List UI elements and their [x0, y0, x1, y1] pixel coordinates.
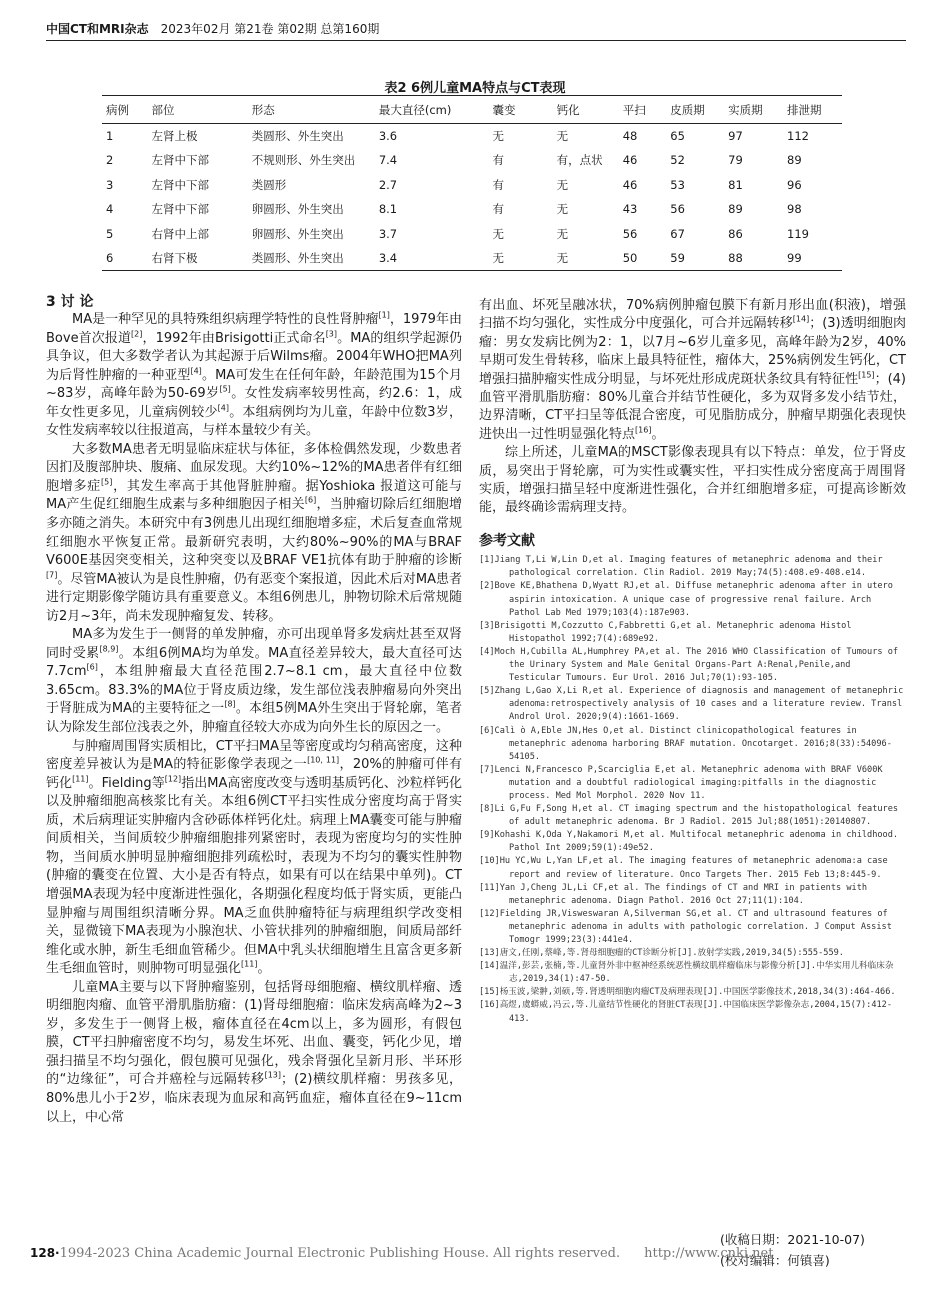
table-cell: 右肾中上部 [151, 226, 209, 241]
text-run: ；(2)横纹肌样瘤：男孩多见，80%患儿小于2岁，临床表现为血尿和高钙血症，瘤体直径在9~11cm以上，中心常 [46, 1072, 462, 1125]
table-cell: 卵圆形、外生突出 [251, 202, 344, 217]
table-cell: 有，点状 [556, 153, 603, 168]
table-cell: 类圆形 [251, 177, 287, 192]
reference-item: [6]Calì ò A,Eble JN,Hes O,et al. Distinct clinicopathological features in metanephric adenoma harboring BRAF mutation. Oncotarget. 2016;8(33):54096-54105. [479, 725, 892, 762]
table-cell: 50 [619, 246, 667, 271]
text-run: 。本组5例MA外生突出于肾轮廓，笔者认为除发生部位浅表之外，肿瘤直径较大亦成为向外生长的原因之一。 [46, 701, 462, 736]
page-number: 128· [30, 1246, 60, 1260]
table-cell: 类圆形、外生突出 [251, 129, 344, 143]
citation-sup: [5] [219, 384, 231, 394]
table-cell: 无 [556, 226, 569, 241]
text-run: 。尽管MA被认为是良性肿瘤，仍有恶变个案报道，因此术后对MA患者进行定期影像学随访具有重要意义。本组6例患儿，肿物切除术后常规随访2月~3年，尚未发现肿瘤复发、转移。 [46, 571, 462, 624]
table-cell: 3.7 [378, 226, 398, 241]
table-cell: 无 [556, 202, 569, 217]
table-cell: 2 [106, 153, 114, 168]
citation-sup: [4] [190, 366, 202, 376]
citation-sup: [12] [164, 774, 182, 784]
table-cell: 5 [106, 226, 114, 241]
column-header: 实质期 [724, 96, 783, 124]
table-cell: 有 [492, 202, 504, 217]
reference-item: [15]杨玉波,梁翀,刘硕,等.肾透明细胞肉瘤CT及病理表现[J].中国医学影像技术,2018,34(3):464-466. [479, 987, 896, 998]
table-cell: 类圆形、外生突出 [248, 246, 375, 271]
ma-ct-table [102, 95, 842, 271]
reference-item: [14]温洋,彭芸,张楠,等.儿童肾外非中枢神经系统恶性横纹肌样瘤临床与影像分析[J].中华实用儿科临床杂志,2019,34(1):47-50. [479, 961, 894, 985]
table-cell: 左肾中下部 [151, 177, 209, 192]
citation-sup: [1] [378, 310, 390, 320]
reference-item: [11]Yan J,Cheng JL,Li CF,et al. The findings of CT and MRI in patients with metanephric adenoma. Diagn Pathol. 2016 Oct 27;11(1):104. [479, 882, 868, 906]
reference-item: [7]Lenci N,Francesco P,Scarciglia E,et al. Metanephric adenoma with BRAF V600K mutation and a doubtful radiological imaging:pitfalls in the diagnostic process. Med Mol Morphol. 2020 Nov 11. [479, 764, 883, 801]
table-title: 表2 6例儿童MA特点与CT表现 [384, 81, 566, 96]
paragraph-5 [46, 979, 462, 1127]
text-run: 。本组病例均为儿童，年龄中位数3岁，女性发病率较以往报道高，与样本量较少有关。 [46, 404, 462, 439]
text-run: ，当肿瘤切除后红细胞增多亦随之消失。本研究中有3例患儿出现红细胞增多症，术后复查血常规红细胞水平恢复正常。最新研究表明，大约80%~90%的MA与BRAF V600E基因突变相关，这种突变以及BRAF VE1抗体有助于肿瘤的诊断 [46, 497, 462, 569]
reference-item: [3]Brisigotti M,Cozzutto C,Fabbretti G,et al. Metanephric adenoma Histol Histopathol 1992;7(4):689e92. [479, 620, 852, 644]
column-header: 部位 [147, 96, 247, 124]
table-cell: 8.1 [378, 202, 398, 217]
table-cell: 59 [666, 246, 724, 271]
paragraph-4 [46, 738, 462, 979]
table-cell: 有 [492, 153, 504, 168]
column-header: 最大直径(cm) [375, 96, 489, 124]
text-run: ，1979年由Bove首次报道 [46, 312, 462, 346]
table-cell: 67 [670, 226, 685, 241]
text-run: 。 [651, 426, 665, 442]
text-run: 。本组6例MA均为单发。MA直径差异较大，最大直径可达7.7cm [46, 645, 462, 680]
table-cell: 无 [492, 226, 504, 241]
table-header-row [102, 96, 842, 124]
citation-sup: [4] [217, 403, 230, 413]
table-row [102, 222, 842, 247]
column-header: 平扫 [619, 96, 667, 124]
table-cell: 有 [492, 177, 504, 192]
reference-item: [2]Bove KE,Bhathena D,Wyatt RJ,et al. Diffuse metanephric adenoma after in utero aspirin intoxication. A unique case of progressive renal failure. Arch Pathol Lab Med 1979;103(4):187e903. [479, 581, 893, 618]
column-header: 钙化 [553, 96, 619, 124]
text-run: 。MA的组织学起源仍具争议，但大多数学者认为其起源于后Wilms瘤。2004年WHO把MA列为后肾性肿瘤的一种亚型 [46, 330, 462, 383]
column-header: 排泄期 [783, 96, 842, 124]
text-run: 有出血、坏死呈融冰状，70%病例肿瘤包膜下有新月形出血(积液)，增强扫描不均匀强化，实性成分中度强化，可合并远隔转移 [479, 298, 906, 332]
right-column [479, 297, 906, 1026]
references-title: 参考文献 [479, 532, 535, 549]
table-cell: 98 [787, 202, 802, 217]
table-row [102, 197, 842, 222]
column-header: 囊变 [489, 96, 553, 124]
text-run: 。 [257, 961, 271, 977]
table-cell: 7.4 [378, 153, 398, 168]
reference-item: [8]Li G,Fu F,Song H,et al. CT imaging spectrum and the histopathological features of adult metanephric adenoma. Br J Radiol. 2015 Jul;88(1051):20140807. [479, 804, 899, 828]
citation-sup: [13] [264, 1071, 282, 1081]
table-cell: 不规则形、外生突出 [251, 153, 356, 168]
reference-list [479, 554, 906, 1025]
table-row [102, 124, 842, 149]
table-cell: 无 [489, 246, 553, 271]
citation-sup: [3] [325, 329, 338, 339]
table-cell: 右肾下极 [147, 246, 247, 271]
reference-item: [1]Jiang T,Li W,Lin D,et al. Imaging features of metanephric adenoma and their pathological correlation. Clin Radiol. 2019 May;74(5):408.e9-408.e14. [479, 555, 883, 579]
table-cell: 89 [728, 202, 743, 217]
text-run: MA是一种罕见的具特殊组织病理学特性的良性肾肿瘤 [72, 312, 379, 327]
table-cell: 79 [728, 153, 743, 168]
table-cell: 89 [787, 153, 802, 168]
table-cell: 左肾上极 [151, 129, 198, 143]
table-cell: 2.7 [378, 177, 398, 192]
table-cell: 48 [622, 129, 638, 143]
text-run: 。Fielding等 [88, 775, 165, 791]
citation-sup: [8,9] [99, 644, 119, 654]
text-run: 。女性发病率较男性高，约2.6：1，成年女性更多见，儿童病例较少 [46, 386, 462, 420]
issue-info: 2023年02月 第21卷 第02期 总第160期 [160, 22, 380, 36]
table-cell: 左肾中下部 [151, 202, 209, 217]
citation-sup: [16] [635, 425, 652, 435]
table-cell: 无 [556, 129, 569, 143]
table-cell: 43 [622, 202, 638, 217]
table-cell: 4 [106, 202, 114, 217]
text-run: ，20%的肿瘤可伴有钙化 [46, 757, 462, 791]
paragraph-7: 综上所述，儿童MA的MSCT影像表现具有以下特点：单发，位于肾皮质，易突出于肾轮廓，可为实性或囊实性，平扫实性成分密度高于周围肾实质，增强扫描呈轻中度渐进性强化，合并红细胞增多症，可提高诊断效能，最终确诊需病理支持。 [479, 445, 906, 516]
reference-item: [4]Moch H,Cubilla AL,Humphrey PA,et al. The 2016 WHO Classification of Tumours of the Urinary System and Male Genital Organs-Part A:Renal,Penile,and Testicular Tumours. Eur Urol. 2016 Jul;70(1):93-105. [479, 646, 899, 684]
table-cell: 86 [728, 226, 743, 241]
column-header: 病例 [102, 96, 147, 124]
citation-sup: [6] [86, 663, 98, 673]
table-body [102, 124, 842, 271]
citation-sup: [14] [792, 315, 810, 325]
text-run: 与肿瘤周围肾实质相比，CT平扫MA呈等密度或均匀稍高密度，这种密度差异被认为是MA的特征影像学表现之一 [46, 738, 462, 773]
table-cell: 无 [492, 129, 504, 143]
table-cell: 1 [106, 129, 114, 143]
section-title: 3 讨 论 [46, 294, 94, 310]
table-cell: 119 [787, 226, 809, 241]
text-run: 大多数MA患者无明显临床症状与体征，多体检偶然发现，少数患者因扪及腹部肿块、腹痛、血尿发现。大约10%~12%的MA患者伴有红细胞增多症 [46, 441, 462, 494]
text-run: ，本组肿瘤最大直径范围2.7~8.1 cm，最大直径中位数3.65cm。83.3%的MA位于肾皮质边缘，发生部位浅表肿瘤易向外突出于肾脏成为MA的主要特征之一 [46, 664, 462, 717]
table-cell: 56 [670, 202, 685, 217]
citation-sup: [2] [131, 329, 143, 339]
column-header: 形态 [248, 96, 375, 124]
citation-sup: [8] [224, 700, 236, 710]
citation-sup: [11] [241, 959, 258, 969]
page-footer [30, 1246, 773, 1261]
paragraph-3 [46, 626, 462, 737]
reference-item: [16]高煜,虞蟒威,冯云,等.儿童结节性硬化的肾脏CT表现[J].中国临床医学影像杂志,2004,15(7):412-413. [479, 1000, 893, 1024]
table-cell: 3.6 [378, 129, 398, 143]
table-cell: 56 [622, 226, 638, 241]
table-cell: 96 [787, 177, 802, 192]
table-cell: 52 [670, 153, 685, 168]
cnki-link[interactable]: http://www.cnki.net [644, 1246, 774, 1261]
journal-name: 中国CT和MRI杂志 [46, 22, 149, 36]
column-header: 皮质期 [666, 96, 724, 124]
table-cell: 112 [787, 129, 809, 143]
proof-editor: (校对编辑：何镇喜) [720, 1253, 830, 1268]
table-cell: 99 [783, 246, 842, 271]
table-cell: 46 [622, 177, 638, 192]
left-column [46, 293, 462, 1127]
table-cell: 46 [622, 153, 638, 168]
table-cell: 无 [556, 177, 569, 192]
citation-sup: [11] [72, 774, 89, 784]
table-cell: 88 [724, 246, 783, 271]
citation-sup: [5] [101, 477, 113, 487]
reference-item: [9]Kohashi K,Oda Y,Nakamori M,et al. Multifocal metanephric adenoma in childhood. Pathol Int 2009;59(1):49e52. [479, 830, 899, 854]
running-header [46, 20, 906, 38]
received-date: (收稿日期：2021-10-07) [720, 1232, 865, 1247]
text-run: 儿童MA主要与以下肾肿瘤鉴别，包括肾母细胞瘤、横纹肌样瘤、透明细胞肉瘤、血管平滑肌脂肪瘤：(1)肾母细胞瘤：临床发病高峰为2~3岁，多发生于一侧肾上极，瘤体直径在4cm以上，多为圆形，有假包膜，CT平扫肿瘤密度不均匀，易发生坏死、出血、囊变，钙化少见，增强扫描呈不均匀强化，假包膜可见强化，残余肾强化呈新月形、半环形的“边缘征”，可合并癌栓与远隔转移 [46, 979, 462, 1088]
table-row [102, 148, 842, 173]
text-run: ，其发生率高于其他肾脏肿瘤。据Yoshioka 报道这可能与MA产生促红细胞生成素与多种细胞因子相关 [46, 478, 462, 513]
table-cell: 53 [670, 177, 685, 192]
table-cell: 无 [553, 246, 619, 271]
paragraph-2 [46, 441, 462, 626]
text-run: 。MA可发生在任何年龄，年龄范围为15个月~83岁，高峰年龄为50-69岁 [46, 367, 462, 402]
table-cell: 卵圆形、外生突出 [251, 226, 344, 241]
paragraph-6 [479, 297, 906, 444]
table-cell: 97 [728, 129, 743, 143]
table-row [102, 246, 842, 271]
citation-sup: [15] [858, 370, 875, 380]
reference-item: [5]Zhang L,Gao X,Li R,et al. Experience of diagnosis and management of metanephric adenoma:retrospectively analysis of 10 cases and a literature review. Transl Androl Urol. 2020;9(4):1661-1669. [479, 686, 904, 723]
citation-sup: [10, 11] [307, 755, 340, 765]
header-rule [46, 40, 906, 41]
table-cell: 左肾中下部 [151, 153, 209, 168]
text-run: ，1992年由Brisigotti正式命名 [142, 330, 326, 346]
reference-item: [10]Hu YC,Wu L,Yan LF,et al. The imaging features of metanephric adenoma:a case report and review of literature. Onco Targets Ther. 2015 Feb 13;8:445-9. [479, 856, 888, 880]
table-cell: 81 [728, 177, 743, 192]
text-run: 指出MA高密度改变与透明基质钙化、沙粒样钙化以及肿瘤细胞高核浆比有关。本组6例CT平扫实性成分密度均高于肾实质，术后病理证实肿瘤内含砂砾体样钙化灶。病理上MA囊变可能与肿瘤间质相关，当间质较少肿瘤细胞排列紧密时，表现为密度均匀的实性肿物，当间质水肿明显肿瘤细胞排列疏松时，表现为不均匀的囊实性肿物(肿瘤的囊变在位置、大小是否有特点，如果有可以在结果中单列)。CT增强MA表现为轻中度渐进性强化，各期强化程度均低于肾实质，更能凸显肿瘤与周围组织清晰分界。MA乏血供肿瘤特征与病理组织学改变相关，显微镜下MA表现为小腺泡状、小管状排列的肿瘤细胞，间质局部纤维化或水肿，新生毛细血管稀少。但MA中乳头状细胞增生且富含更多新生毛细血管时，则肿物可明显强化 [46, 775, 462, 977]
text-run: MA多为发生于一侧肾的单发肿瘤，亦可出现单肾多发病灶甚至双肾同时受累 [46, 627, 462, 661]
table-cell: 6 [102, 246, 147, 271]
reference-item: [12]Fielding JR,Visweswaran A,Silverman SG,et al. CT and ultrasound features of metanephric adenoma in adults with pathologic correlation. J Comput Assist Tomogr 1999;23(3):441e4. [479, 908, 892, 945]
copyright-text: 1994-2023 China Academic Journal Electronic Publishing House. All rights reserved. [59, 1246, 621, 1261]
text-run: ；(4)血管平滑肌脂肪瘤：80%儿童合并结节性硬化，多为双肾多发小结节灶，边界清晰，CT平扫呈等低混合密度，可见脂肪成分，肿瘤早期强化表现快进快出一过性明显强化特点 [479, 371, 906, 442]
text-run: ；(3)透明细胞肉瘤：男女发病比例为2：1，以7月~6岁儿童多见，高峰年龄为2岁，40%早期可发生骨转移，临床上最具特征性，瘤体大，25%病例发生钙化，CT增强扫描肿瘤实性成分明显，与坏死灶形成虎斑状条纹具有特征性 [479, 316, 906, 387]
table-cell: 3 [106, 177, 114, 192]
table-cell: 65 [670, 129, 685, 143]
table-row [102, 173, 842, 198]
citation-sup: [7] [46, 570, 58, 580]
reference-item: [13]唐文,任刚,蔡峰,等.肾母细胞瘤的CT诊断分析[J].放射学实践,2019,34(5):555-559. [479, 948, 844, 959]
table-cell: 3.4 [375, 246, 489, 271]
paragraph-1 [46, 311, 462, 441]
citation-sup: [6] [304, 496, 317, 506]
